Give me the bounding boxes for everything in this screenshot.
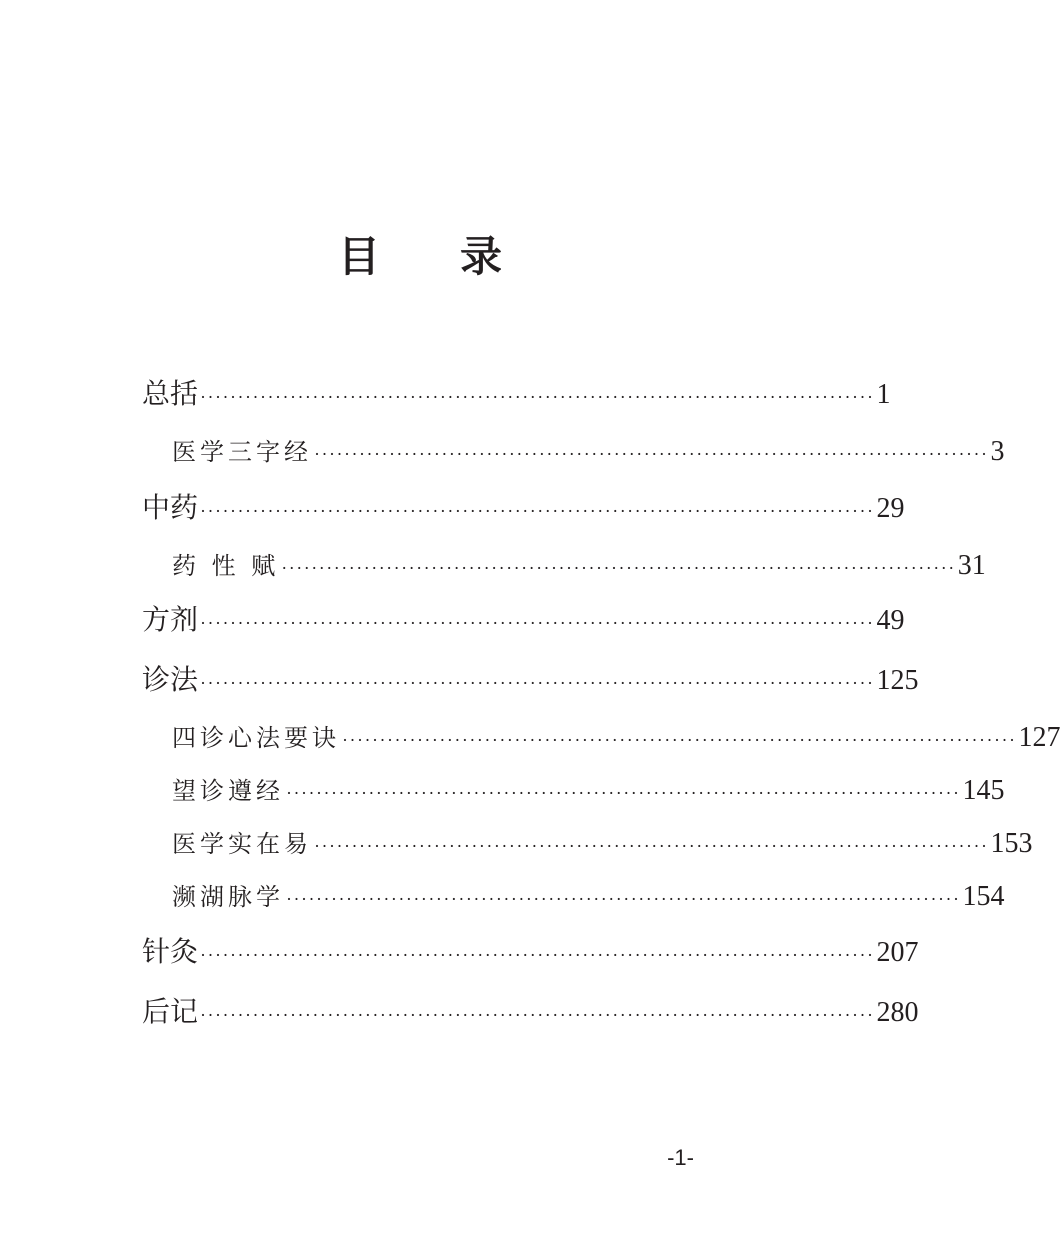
dot-leader: ·························································································· — [314, 836, 989, 856]
toc-entry[interactable] — [142, 598, 905, 638]
toc-entry-page: 127 — [1018, 722, 1060, 753]
dot-leader: ·························································································· — [342, 730, 1017, 750]
dot-leader: ·························································································· — [286, 783, 961, 803]
dot-leader: ·························································································· — [200, 387, 875, 407]
dot-leader: ·························································································· — [314, 444, 989, 464]
toc-entry[interactable] — [142, 990, 919, 1030]
toc-entry[interactable] — [142, 486, 905, 526]
toc-entry-label: 四诊心法要诀 — [172, 724, 340, 752]
toc-entry-page: 29 — [876, 493, 905, 524]
toc-entry[interactable] — [172, 432, 1005, 472]
toc-entry[interactable] — [172, 824, 1033, 864]
toc-entry-page: 125 — [876, 665, 919, 696]
toc-entry-page: 154 — [962, 881, 1005, 912]
title-char-1: 目 — [338, 232, 381, 281]
toc-entry-label: 濒湖脉学 — [172, 883, 284, 911]
dot-leader: ·························································································· — [200, 673, 875, 693]
toc-entry-label: 方剂 — [142, 603, 199, 636]
toc-entry-label: 望诊遵经 — [172, 777, 284, 805]
dot-leader: ·························································································· — [200, 1005, 875, 1025]
toc-entry-page: 31 — [957, 550, 986, 581]
toc-entry-label: 医学实在易 — [172, 830, 312, 858]
toc-entry-page: 280 — [876, 997, 919, 1028]
toc-entry-label: 总括 — [142, 377, 199, 410]
toc-entry[interactable] — [142, 658, 919, 698]
title-char-2: 录 — [460, 232, 503, 281]
toc-entry-page: 3 — [990, 436, 1005, 467]
dot-leader: ·························································································· — [200, 613, 875, 633]
toc-entry[interactable] — [142, 930, 919, 970]
toc-entry-label: 药 性 赋 — [172, 552, 280, 580]
toc-entry-label: 针灸 — [142, 935, 199, 968]
toc-entry-page: 1 — [876, 379, 891, 410]
dot-leader: ·························································································· — [286, 889, 961, 909]
dot-leader: ·························································································· — [200, 945, 875, 965]
toc-entry[interactable] — [172, 877, 1005, 917]
toc-entry-page: 49 — [876, 605, 905, 636]
toc-entry[interactable] — [172, 771, 1005, 811]
dot-leader: ·························································································· — [200, 501, 875, 521]
toc-entry-label: 后记 — [142, 995, 199, 1028]
page-number: -1- — [667, 1145, 694, 1170]
toc-entry-page: 145 — [962, 775, 1005, 806]
toc-entry-label: 医学三字经 — [172, 438, 312, 466]
toc-entry-page: 153 — [990, 828, 1033, 859]
toc-entry-page: 207 — [876, 937, 919, 968]
toc-entry-label: 中药 — [142, 491, 199, 524]
toc-entry-label: 诊法 — [142, 663, 199, 696]
toc-entry[interactable] — [172, 718, 1060, 758]
toc-entry[interactable] — [172, 546, 986, 586]
dot-leader: ·························································································· — [281, 558, 956, 578]
toc-entry[interactable] — [142, 372, 891, 412]
